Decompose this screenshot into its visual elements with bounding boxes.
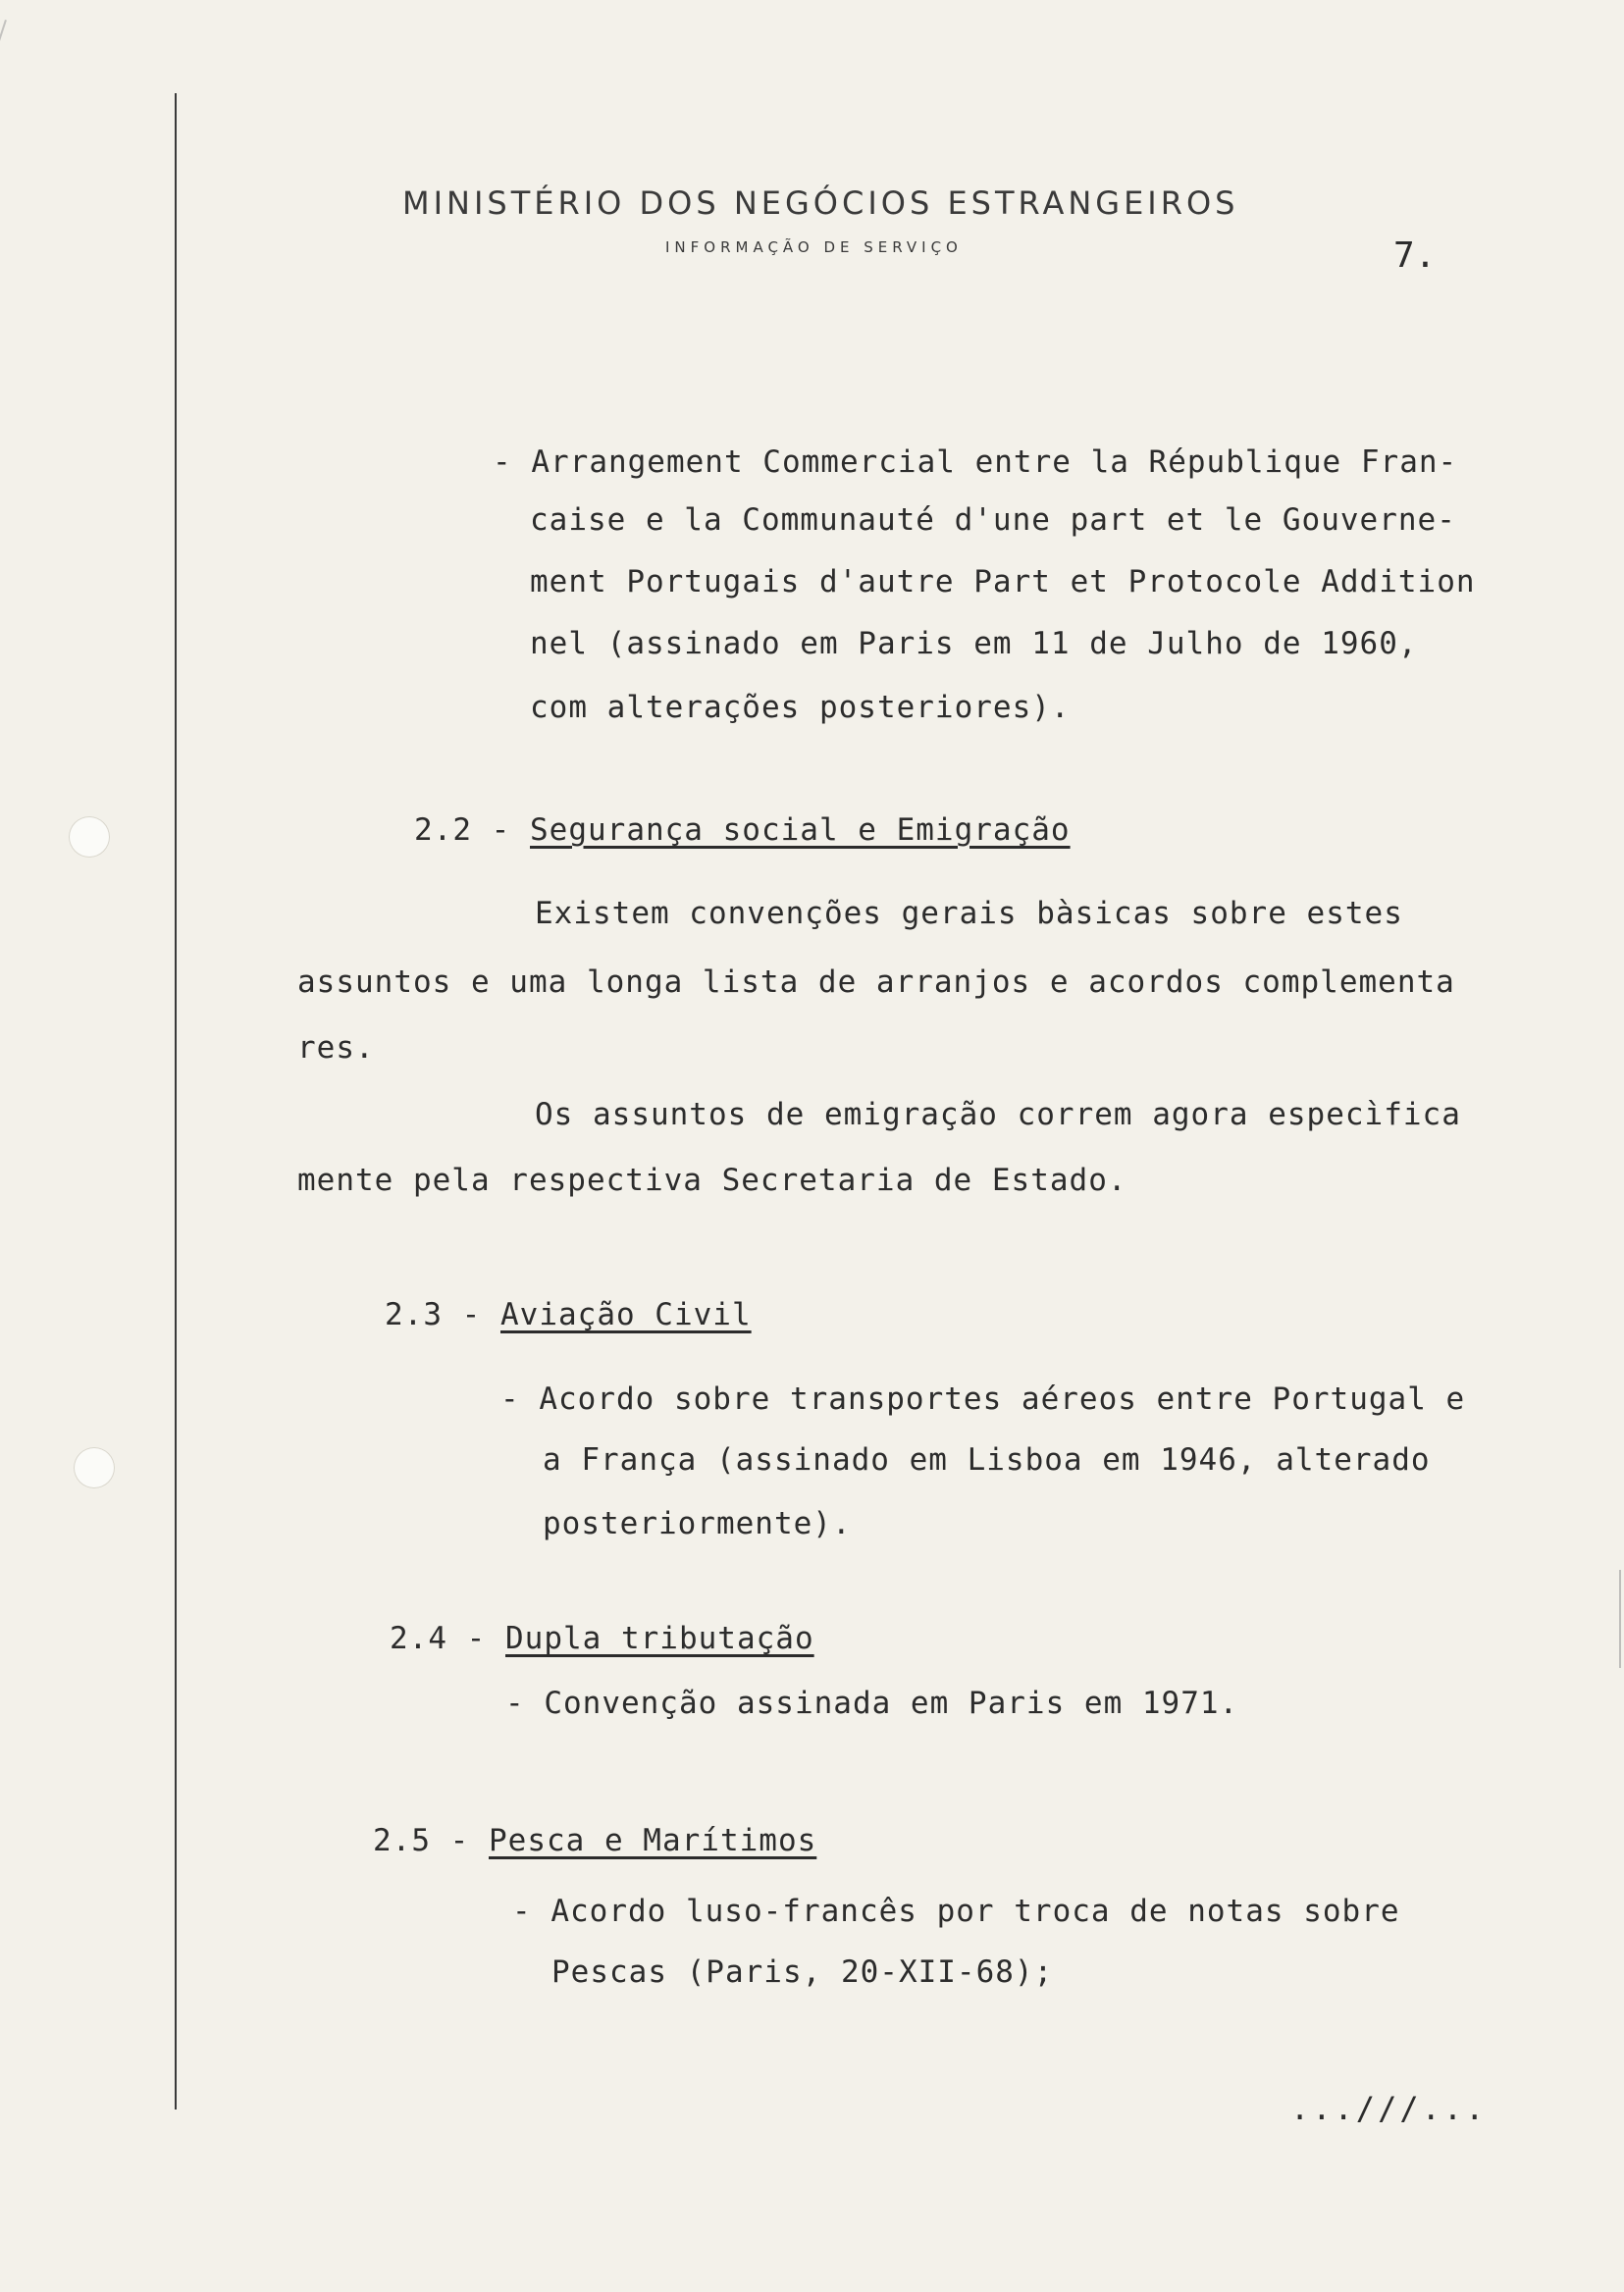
punch-hole-top [69, 816, 110, 858]
section-number: 2.5 - [373, 1823, 470, 1858]
section-heading [414, 812, 1071, 848]
intro-line: - Arrangement Commercial entre la République Fran- [493, 444, 1458, 480]
body-line: - Acordo luso-francês por troca de notas sobre [512, 1894, 1400, 1929]
body-line: a França (assinado em Lisboa em 1946, alterado [543, 1442, 1431, 1478]
body-line: - Acordo sobre transportes aéreos entre Portugal e [500, 1381, 1466, 1417]
body-line: Existem convenções gerais bàsicas sobre estes [535, 896, 1403, 931]
punch-hole-bottom [74, 1447, 115, 1488]
section-title: Segurança social e Emigração [530, 812, 1071, 848]
body-line: Os assuntos de emigração correm agora especìfica [535, 1097, 1461, 1132]
margin-rule [175, 93, 177, 2110]
intro-line: nel (assinado em Paris em 11 de Julho de 1960, [530, 626, 1418, 661]
body-line: assuntos e uma longa lista de arranjos e acordos complementa [297, 964, 1455, 1000]
body-line: Pescas (Paris, 20-XII-68); [551, 1954, 1054, 1990]
page-number: 7. [1393, 235, 1437, 276]
intro-line: caise e la Communauté d'une part et le Gouverne- [530, 502, 1456, 538]
section-title: Aviação Civil [500, 1297, 752, 1332]
section-heading [385, 1297, 752, 1332]
section-number: 2.2 - [414, 812, 511, 848]
ministry-header: MINISTÉRIO DOS NEGÓCIOS ESTRANGEIROS [402, 184, 1239, 222]
section-number: 2.3 - [385, 1297, 482, 1332]
section-number: 2.4 - [390, 1621, 487, 1656]
body-line: posteriormente). [543, 1506, 852, 1541]
intro-line: com alterações posteriores). [530, 690, 1071, 725]
fold-mark [0, 20, 7, 412]
service-subtitle: INFORMAÇÃO DE SERVIÇO [665, 238, 963, 256]
section-heading [390, 1621, 814, 1656]
body-line: - Convenção assinada em Paris em 1971. [505, 1686, 1239, 1721]
section-title: Dupla tributação [505, 1621, 814, 1656]
section-title: Pesca e Marítimos [489, 1823, 817, 1858]
body-line: res. [297, 1030, 375, 1066]
intro-line: ment Portugais d'autre Part et Protocole Addition [530, 564, 1476, 599]
edge-mark [1619, 1570, 1621, 1668]
continuation-mark: ...///... [1290, 2090, 1488, 2127]
section-heading [373, 1823, 816, 1858]
body-line: mente pela respectiva Secretaria de Estado. [297, 1163, 1127, 1198]
